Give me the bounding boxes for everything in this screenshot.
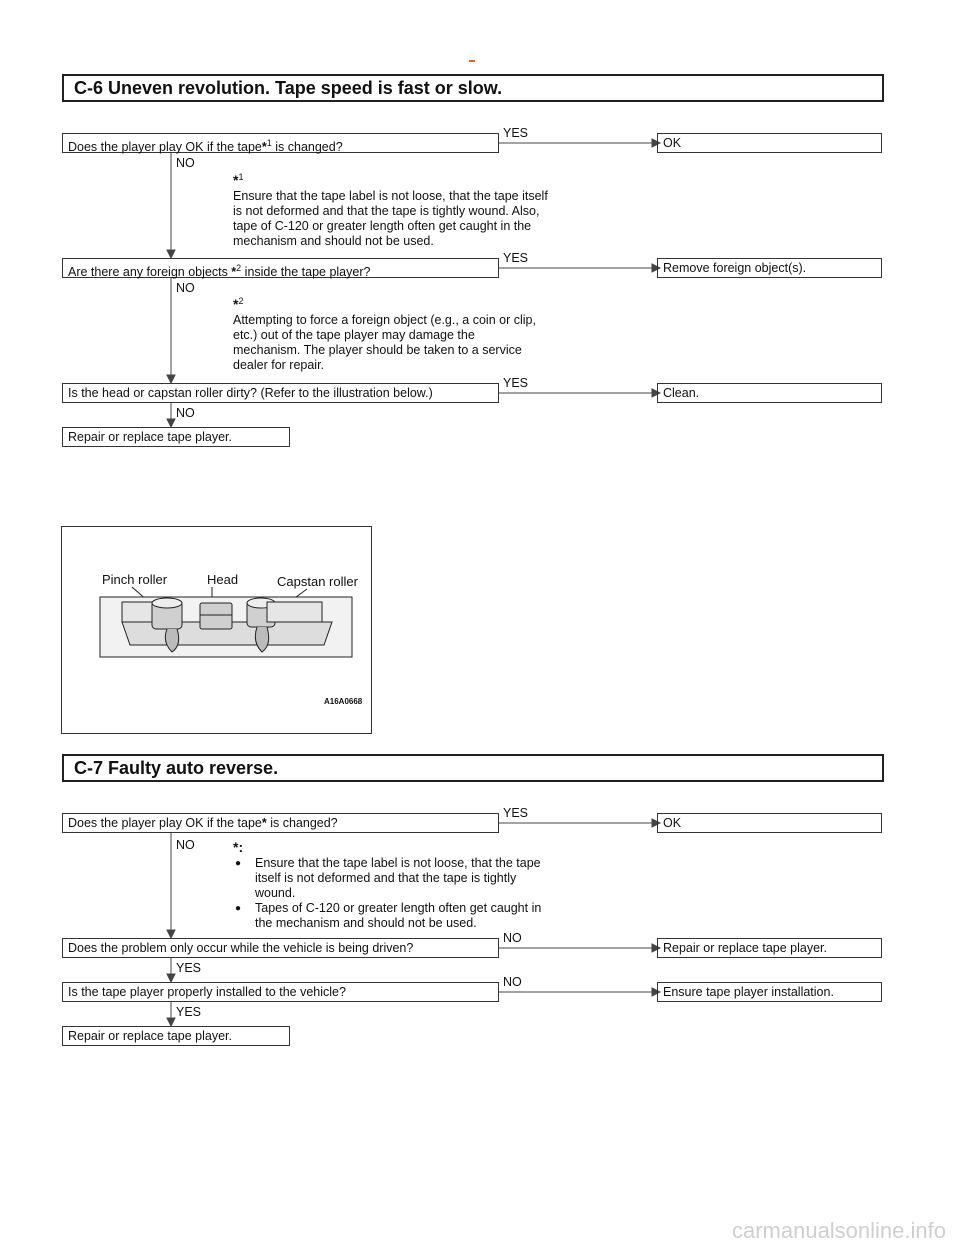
c6-q3-yes-label: YES	[503, 376, 529, 390]
label-head: Head	[207, 572, 239, 587]
c6-note-1: *$^1$ Ensure that the tape label is not loose, that the tape itself is not deformed and that the tape is tightly wound. Also, tape of C-120 or greater length often get caught in the mechanism and should not be used.	[233, 172, 548, 249]
c6-final-repair: Repair or replace tape player.	[62, 427, 290, 447]
c7-q1-no-label: NO	[176, 838, 195, 852]
label-pinch-roller: Pinch roller	[102, 572, 168, 587]
c7-note-bullet-2: ● Tapes of C-120 or greater length often get caught in the mechanism and should not be used.	[233, 901, 543, 931]
c7-question-tape-changed: Does the player play OK if the tape* is changed?	[62, 813, 499, 833]
c7-q2-no-label: NO	[503, 931, 522, 945]
c7-note: *: ● Ensure that the tape label is not loose, that the tape itself is not deformed and that the tape is tightly wound. ● Tapes of C-120 or greater length often get caught in the mechanism and should not be used.	[233, 840, 543, 931]
c7-final-repair: Repair or replace tape player.	[62, 1026, 290, 1046]
c6-q1-yes-label: YES	[503, 126, 529, 140]
c7-result-ensure-installation: Ensure tape player installation.	[657, 982, 882, 1002]
label-capstan-roller: Capstan roller	[277, 574, 358, 589]
c6-question-head-dirty: Is the head or capstan roller dirty? (Refer to the illustration below.)	[62, 383, 499, 403]
c6-q1-no-label: NO	[176, 156, 195, 170]
c6-result-clean: Clean.	[657, 383, 882, 403]
c7-result-ok: OK	[657, 813, 882, 833]
c7-q3-no-label: NO	[503, 975, 522, 989]
c7-question-installed: Is the tape player properly installed to the vehicle?	[62, 982, 499, 1002]
c6-question-tape-changed: Does the player play OK if the tape*$^1$ is changed?	[62, 133, 499, 153]
c6-result-ok: OK	[657, 133, 882, 153]
c7-result-repair: Repair or replace tape player.	[657, 938, 882, 958]
c6-question-foreign-objects: Are there any foreign objects *$^2$ inside the tape player?	[62, 258, 499, 278]
c7-question-while-driven: Does the problem only occur while the vehicle is being driven?	[62, 938, 499, 958]
c7-q1-yes-label: YES	[503, 806, 529, 820]
c6-section-title: C-6 Uneven revolution. Tape speed is fast or slow.	[62, 74, 884, 102]
c6-result-remove-foreign: Remove foreign object(s).	[657, 258, 882, 278]
c7-note-bullet-1: ● Ensure that the tape label is not loose, that the tape itself is not deformed and that the tape is tightly wound.	[233, 856, 543, 901]
c6-q2-no-label: NO	[176, 281, 195, 295]
c6-q3-no-label: NO	[176, 406, 195, 420]
c6-q2-yes-label: YES	[503, 251, 529, 265]
tape-mechanism-illustration	[61, 526, 372, 734]
c6-note-2: *$^2$ Attempting to force a foreign object (e.g., a coin or clip, etc.) out of the tape player may damage the mechanism. The player should be taken to a service dealer for repair.	[233, 296, 536, 373]
c7-q3-yes-label: YES	[176, 1005, 202, 1019]
illustration-code: A16A0668	[324, 697, 363, 706]
c7-section-title: C-7 Faulty auto reverse.	[62, 754, 884, 782]
watermark: carmanualsonline.info	[731, 1218, 946, 1243]
c7-q2-yes-label: YES	[176, 961, 202, 975]
